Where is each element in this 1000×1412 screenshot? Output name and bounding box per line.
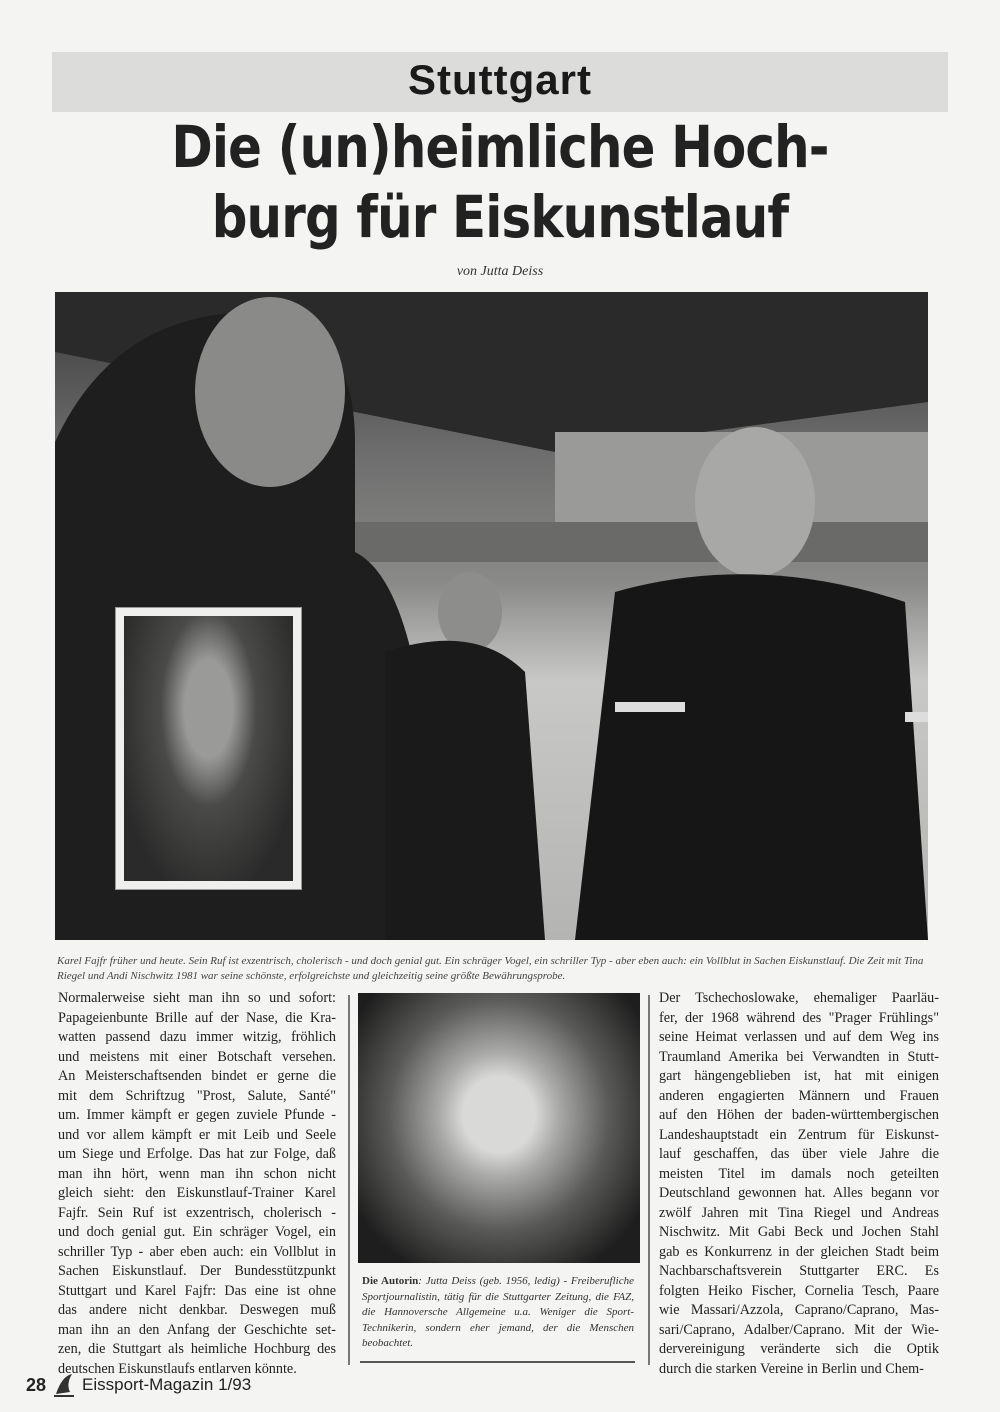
text-line: Nachbarschaftsverein Stuttgarter ERC. Es [659, 1263, 939, 1279]
text-line: wie Massari/Azzola, Caprano/Caprano, Mas- [659, 1302, 939, 1318]
text-line: zen, die Stuttgart als heimliche Hochburg des [58, 1341, 336, 1357]
column-divider [348, 995, 350, 1365]
text-line: Stuttgart und Karel Fajfr: Das eine ist ohne [58, 1282, 336, 1299]
text-line: Der Tschechoslowake, ehemaliger Paarläu- [659, 990, 939, 1006]
kicker-title: Stuttgart [408, 56, 592, 103]
text-line: man ihn an den Anfang der Geschichte set- [58, 1321, 336, 1338]
text-line: man ihn hört, wenn man ihn schon nicht [58, 1165, 336, 1182]
text-line: Landeshauptstadt ein Zentrum für Eiskunst- [659, 1126, 939, 1143]
text-line: Papageienbunte Brille auf der Nase, die Kra- [58, 1009, 336, 1026]
text-line: seine Heimat verlassen und auf dem Weg ins [659, 1029, 939, 1045]
inset-photo-karel-fajfr [115, 607, 302, 890]
headline [70, 112, 930, 252]
headline-line-1: Die (un)heimliche Hoch- [171, 113, 829, 181]
text-line: durch die starken Vereine in Berlin und Chem- [659, 1360, 924, 1377]
text-line: gart hängengeblieben ist, hat mit einigen [659, 1068, 939, 1084]
text-line: um Siege und Erfolge. Das hat zur Folge, daß [58, 1146, 336, 1162]
text-line: Sachen Eiskunstlauf. Der Bundesstützpunkt [58, 1263, 336, 1279]
text-line: folgten Heiko Fischer, Cornelia Tesch, Paare [659, 1282, 939, 1299]
text-line: schriller Typ - aber eben auch: ein Vollblut in [58, 1243, 336, 1260]
text-line: auf den Höhen der baden-württembergischen [659, 1107, 939, 1123]
page-number: 28 [26, 1374, 47, 1395]
text-line: sari/Caprano, Adalber/Caprano. Mit der Wie- [659, 1321, 939, 1338]
text-line: und vor allem kämpft er mit Leib und Seele [58, 1126, 336, 1143]
article-column-1 [58, 989, 336, 1379]
text-line: gab es Konkurrenz in der gleichen Stadt beim [659, 1243, 939, 1260]
text-line: Fajfr. Sein Ruf ist exzentrisch, cholerisch - [58, 1204, 336, 1221]
page-footer [26, 1372, 251, 1398]
author-caption [362, 1274, 634, 1352]
column-divider [648, 995, 650, 1365]
author-label: Die Autorin [362, 1275, 419, 1287]
photo-caption: Karel Fajfr früher und heute. Sein Ruf ist exzentrisch, cholerisch - und doch genial gut. Ein schräger Vogel, ein schriller Typ - aber eben auch: ein Vollblut in Sachen Eiskunstlauf. Die Zeit mit Tina Riegel und Andi Nischwitz 1981 war seine schönste, erfolgreichste und gleichzeitig seine größte Bewährungsprobe. [57, 955, 924, 982]
text-line: watten passend dazu immer witzig, fröhlich [58, 1029, 336, 1045]
article-column-3 [659, 989, 939, 1379]
author-text: : Jutta Deiss (geb. 1956, ledig) - Freiberufliche Sportjournalistin, tätig für die Stuttgarter Zeitung, die FAZ, die Hannoversche Allgemeine u.a. Weniger die Sport-Technikerin, sondern eher jemand, der die Menschen beobachtet. [362, 1275, 634, 1349]
text-line: mit dem Schriftzug "Prost, Salute, Santé" [58, 1087, 336, 1104]
text-line: Normalerweise sieht man ihn so und sofort: [58, 990, 336, 1006]
text-line: An Meisterschaftsenden bindet er gerne die [58, 1068, 336, 1084]
byline: von Jutta Deiss [456, 264, 544, 279]
author-photo-jutta-deiss [358, 993, 640, 1263]
magazine-logo-icon [52, 1372, 76, 1398]
magazine-name: Eissport-Magazin 1/93 [82, 1375, 252, 1394]
author-rule [360, 1361, 635, 1363]
text-line: Traumland Amerika bei Verwandten in Stutt- [659, 1048, 939, 1065]
text-line: gleich sieht: den Eiskunstlauf-Trainer Karel [58, 1185, 336, 1201]
text-line: und doch genial gut. Ein schräger Vogel, ein [58, 1224, 336, 1240]
text-line: fer, der 1968 während des "Prager Frühlings" [659, 1009, 939, 1026]
text-line: und meistens mit einer Botschaft versehen. [58, 1048, 336, 1065]
text-line: zwölf Jahren mit Tina Riegel und Andreas [659, 1204, 939, 1221]
text-line: um. Immer kämpft er gegen zuviele Pfunde - [58, 1107, 336, 1123]
headline-line-2: burg für Eiskunstlauf [211, 183, 789, 251]
text-line: Deutschland gewonnen hat. Alles begann vor [659, 1185, 939, 1201]
text-line: deutschen Eiskunstlaufs entlarven könnte. [58, 1360, 297, 1377]
text-line: das andere nicht denkbar. Deswegen muß [58, 1302, 336, 1318]
text-line: meisten Titel im damals noch geteilten [659, 1165, 939, 1182]
text-line: lauf geschaffen, das über viele Jahre die [659, 1146, 939, 1162]
text-line: anderen engagierten Männern und Frauen [659, 1087, 939, 1104]
text-line: Nischwitz. Mit Gabi Beck und Jochen Stahl [659, 1224, 939, 1240]
text-line: dervereinigung veränderte sich die Optik [659, 1341, 939, 1357]
